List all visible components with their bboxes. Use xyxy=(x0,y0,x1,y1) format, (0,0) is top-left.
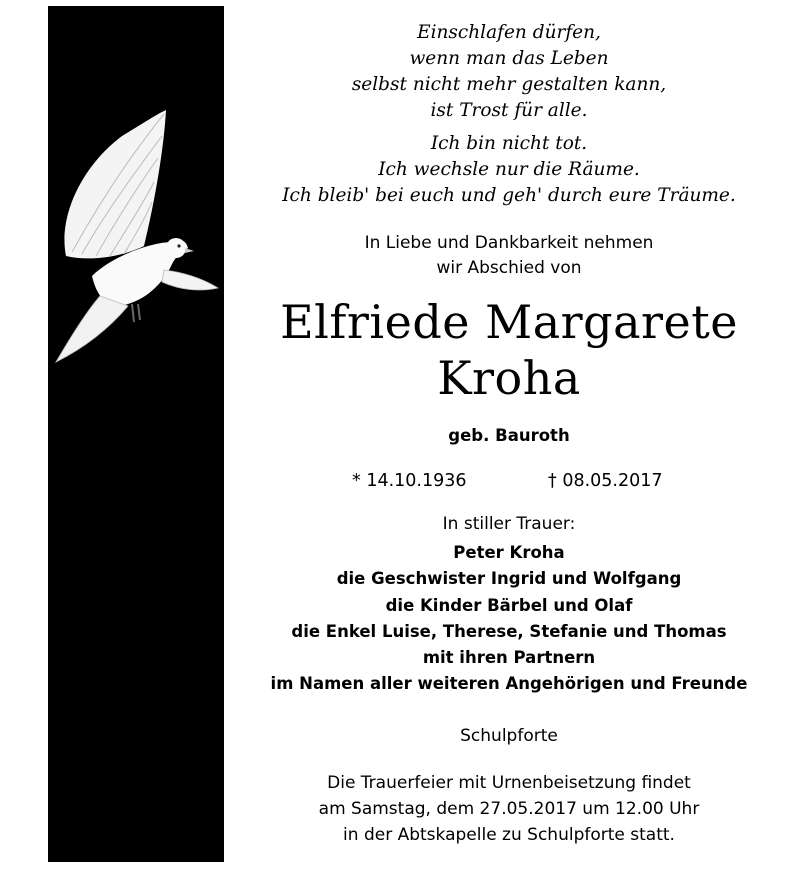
mourner-line: im Namen aller weiteren Angehörigen und Freunde xyxy=(270,674,748,694)
funeral-service-info xyxy=(224,770,794,848)
poem-line: Ich bin nicht tot. xyxy=(430,133,588,154)
service-line: am Samstag, dem 27.05.2017 um 12.00 Uhr xyxy=(318,799,700,819)
poem-line: Einschlafen dürfen, xyxy=(417,22,601,43)
frame-bottom xyxy=(48,862,800,869)
intro-line: wir Abschied von xyxy=(436,258,582,278)
intro-line: In Liebe und Dankbarkeit nehmen xyxy=(364,233,654,253)
mourner-line: mit ihren Partnern xyxy=(422,648,596,668)
place-name: Schulpforte xyxy=(460,726,558,746)
name-line-2: Kroha xyxy=(437,351,581,405)
poem-line: wenn man das Leben xyxy=(409,48,609,69)
obituary-panel xyxy=(224,6,794,862)
deceased-name xyxy=(224,294,794,406)
mourner-line: die Enkel Luise, Therese, Stefanie und Thomas xyxy=(291,621,727,641)
death-date: † 08.05.2017 xyxy=(548,471,663,491)
mourners-list xyxy=(224,540,794,698)
intro-text xyxy=(224,231,794,281)
service-line: in der Abtskapelle zu Schulpforte statt. xyxy=(343,825,675,845)
poem-stanza-2 xyxy=(224,131,794,209)
mourner-line: Peter Kroha xyxy=(453,543,565,562)
poem-stanza-1 xyxy=(224,20,794,124)
page-margin xyxy=(0,0,48,869)
name-line-1: Elfriede Margarete xyxy=(280,295,738,349)
frame-right xyxy=(794,0,800,869)
poem-line: Ich bleib' bei euch und geh' durch eure Träume. xyxy=(282,185,736,206)
birth-date: * 14.10.1936 xyxy=(352,471,467,491)
service-line: Die Trauerfeier mit Urnenbeisetzung findet xyxy=(327,773,691,793)
poem-line: selbst nicht mehr gestalten kann, xyxy=(351,74,667,95)
poem-line: ist Trost für alle. xyxy=(430,100,588,121)
mourner-line: die Kinder Bärbel und Olaf xyxy=(385,595,633,615)
maiden-name: geb. Bauroth xyxy=(448,426,570,445)
poem-line: Ich wechsle nur die Räume. xyxy=(378,159,640,180)
mourner-line: die Geschwister Ingrid und Wolfgang xyxy=(336,569,682,589)
mourners-heading: In stiller Trauer: xyxy=(442,514,576,534)
dove-icon xyxy=(52,106,224,372)
